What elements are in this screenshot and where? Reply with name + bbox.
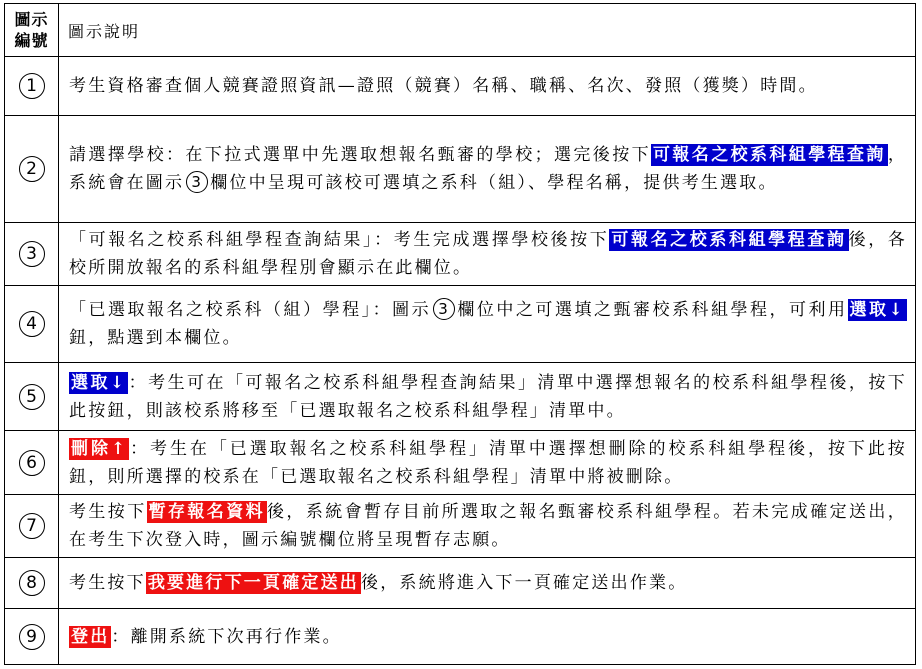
row-number-badge: 1 [19,73,45,99]
table-row [5,609,916,665]
row-text: 「已選取報名之校系科（組）學程」：圖示 [69,300,432,320]
table-row [5,495,916,558]
header-desc-cell: 圖示說明 [59,4,916,57]
query-programs-button: 可報名之校系科組學程查詢 [653,145,886,165]
save-draft-button: 暫存報名資料 [148,502,266,522]
row-text: 考生按下 [69,502,147,522]
table-row [5,558,916,609]
logout-button: 登出 [71,626,110,647]
table-row [5,286,916,363]
header-num-line2: 編號 [14,31,49,50]
row-text: 鈕，點選到本欄位。 [69,328,242,348]
row-description [59,363,916,431]
table-row [5,57,916,116]
row-number-badge: 3 [19,241,45,267]
row-text: ：離開系統下次再行作業。 [111,626,342,647]
row-text: 欄位中之可選填之甄審校系科組學程，可利用 [457,300,848,320]
table-row [5,363,916,431]
row-text: 考生按下 [69,573,146,593]
row-number-badge: 5 [19,384,45,410]
query-programs-button: 可報名之校系科組學程查詢 [611,230,847,250]
row-description [59,495,916,558]
table-row [5,431,916,495]
row-description [59,116,916,223]
row-text: 後，系統會暫存目前所選取之報名甄審校系科組學程。若未完成確定送出，在考生下次登入時，圖示編號欄位將呈現暫存志願。 [69,502,907,550]
row-description [59,609,916,665]
row-number-badge: 7 [19,513,45,539]
row-number-badge: 2 [19,156,45,182]
legend-table [4,3,916,665]
row-text: 後，系統將進入下一頁確定送出作業。 [361,573,688,593]
row-number-badge: 8 [19,570,45,596]
row-text: ：考生可在「可報名之校系科組學程查詢結果」清單中選擇想報名的校系科組學程後，按下此按鈕，則該校系將移至「已選取報名之校系科組學程」清單中。 [69,372,907,421]
row-description [59,286,916,363]
row-description [59,558,916,609]
select-down-button: 選取↓ [71,372,127,393]
row-text: ：考生在「已選取報名之校系科組學程」清單中選擇想刪除的校系科組學程後，按下此按鈕，則所選擇的校系在「已選取報名之校系科組學程」清單中將被刪除。 [69,438,907,487]
next-page-submit-button: 我要進行下一頁確定送出 [147,573,360,593]
row-description [59,223,916,286]
delete-up-button: 刪除↑ [71,438,128,459]
select-down-button: 選取↓ [849,300,905,320]
header-num-line1: 圖示 [14,10,49,29]
row-text: 請選擇學校：在下拉式選單中先選取想報名甄審的學校；選完後按下 [69,145,651,165]
row-number-badge: 9 [19,624,45,650]
row-text: 欄位中呈現可該校可選填之系科（組）、學程名稱，提供考生選取。 [210,173,778,193]
table-row [5,116,916,223]
reference-badge: 3 [186,171,208,193]
reference-badge: 3 [433,298,455,320]
row-text: ，系統會在圖示 [69,145,908,193]
row-description [59,431,916,495]
row-text: 後，各校所開放報名的系科組學程別會顯示在此欄位。 [69,230,907,278]
table-row [5,223,916,286]
header-num-cell [5,4,59,57]
header-row [5,4,916,57]
row-text: 「可報名之校系科組學程查詢結果」：考生完成選擇學校後按下 [69,230,610,250]
row-text: 考生資格審查個人競賽證照資訊—證照（競賽）名稱、職稱、名次、發照（獲獎）時間。 [69,76,818,96]
row-number-badge: 4 [19,311,45,337]
row-number-badge: 6 [19,450,45,476]
row-description [59,57,916,116]
